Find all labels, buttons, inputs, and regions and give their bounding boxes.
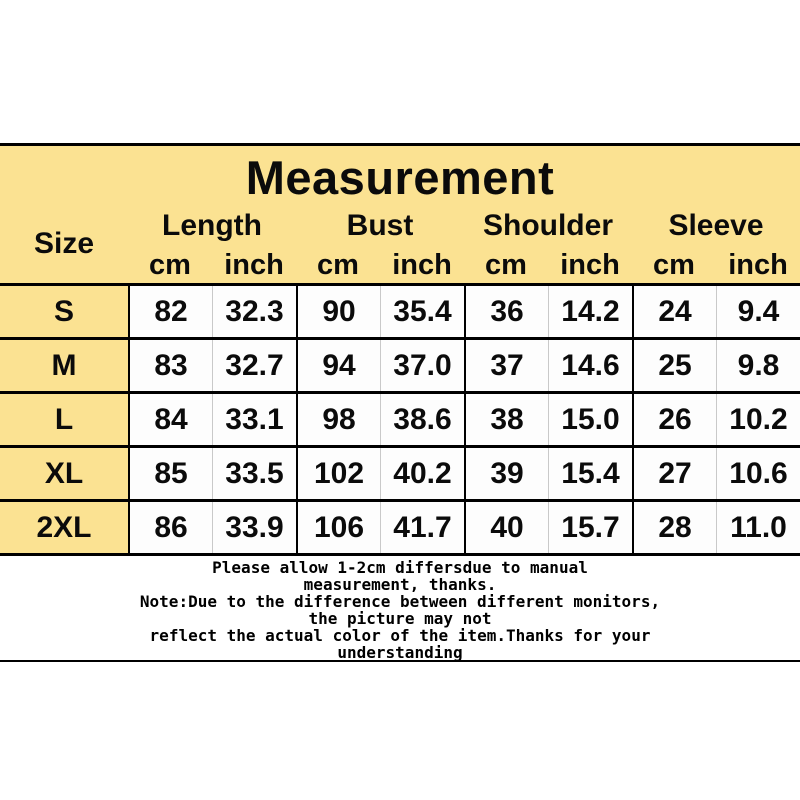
value-cell: 37.0 [380,340,464,391]
column-group-shoulder: Shoulder [482,209,613,242]
unit-header-bust-inch: inch [392,248,452,281]
note-line: the picture may not [308,609,492,628]
value-cell: 84 [128,394,212,445]
value-cell: 38.6 [380,394,464,445]
table-header [0,146,800,286]
column-group-sleeve: Sleeve [668,209,764,242]
value-cell: 39 [464,448,548,499]
column-group-bust: Bust [346,209,414,242]
size-cell: 2XL [0,502,128,553]
value-cell: 33.1 [212,394,296,445]
value-cell: 14.2 [548,286,632,337]
value-cell: 98 [296,394,380,445]
disclaimer-notes [0,556,800,662]
table-row-m [0,340,800,394]
measurement-table [0,143,800,662]
value-cell: 9.4 [716,286,800,337]
value-cell: 24 [632,286,716,337]
value-cell: 9.8 [716,340,800,391]
value-cell: 102 [296,448,380,499]
unit-header-sleeve-cm: cm [653,248,695,281]
value-cell: 10.2 [716,394,800,445]
unit-header-shoulder-inch: inch [560,248,620,281]
value-cell: 33.5 [212,448,296,499]
note-line: Note:Due to the difference between different monitors, [139,592,661,611]
unit-header-length-inch: inch [224,248,284,281]
value-cell: 35.4 [380,286,464,337]
value-cell: 36 [464,286,548,337]
column-headers [0,205,800,283]
value-cell: 94 [296,340,380,391]
table-row-xl [0,448,800,502]
value-cell: 90 [296,286,380,337]
note-line: understanding [337,643,463,662]
value-cell: 32.3 [212,286,296,337]
size-cell: L [0,394,128,445]
value-cell: 26 [632,394,716,445]
column-group-length: Length [162,209,262,242]
value-cell: 86 [128,502,212,553]
chart-title: Measurement [245,151,555,204]
value-cell: 40.2 [380,448,464,499]
value-cell: 82 [128,286,212,337]
value-cell: 15.0 [548,394,632,445]
note-line: reflect the actual color of the item.Thanks for your [149,626,651,645]
value-cell: 83 [128,340,212,391]
value-cell: 10.6 [716,448,800,499]
value-cell: 11.0 [716,502,800,553]
value-cell: 33.9 [212,502,296,553]
unit-header-sleeve-inch: inch [728,248,788,281]
value-cell: 28 [632,502,716,553]
unit-header-length-cm: cm [149,248,191,281]
value-cell: 41.7 [380,502,464,553]
table-row-l [0,394,800,448]
table-row-2xl [0,502,800,556]
value-cell: 25 [632,340,716,391]
size-cell: S [0,286,128,337]
value-cell: 38 [464,394,548,445]
value-cell: 27 [632,448,716,499]
column-header-size: Size [33,227,95,260]
value-cell: 32.7 [212,340,296,391]
unit-header-shoulder-cm: cm [485,248,527,281]
size-cell: M [0,340,128,391]
value-cell: 15.7 [548,502,632,553]
value-cell: 14.6 [548,340,632,391]
table-row-s [0,286,800,340]
value-cell: 85 [128,448,212,499]
value-cell: 37 [464,340,548,391]
unit-header-bust-cm: cm [317,248,359,281]
value-cell: 40 [464,502,548,553]
value-cell: 106 [296,502,380,553]
value-cell: 15.4 [548,448,632,499]
size-cell: XL [0,448,128,499]
note-line: measurement, thanks. [303,575,497,594]
note-line: Please allow 1-2cm differsdue to manual [212,558,588,577]
